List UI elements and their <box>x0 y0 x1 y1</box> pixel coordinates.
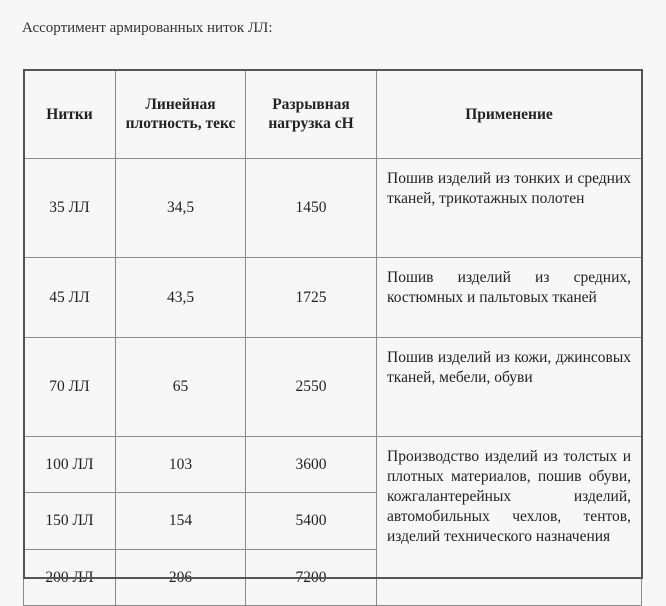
cell-load: 5400 <box>246 493 377 550</box>
cell-application: Пошив изделий из средних, костюмных и пальтовых тканей <box>377 258 642 338</box>
cell-thread: 150 ЛЛ <box>24 493 116 550</box>
cell-density: 103 <box>116 437 246 493</box>
cell-application-merged: Производство изделий из толстых и плотных материалов, пошив обуви, кожгалантерейных изделий, автомобильных чехлов, тентов, изделий технического назначения <box>377 437 642 606</box>
cell-application: Пошив изделий из тонких и средних тканей, трикотажных полотен <box>377 159 642 258</box>
cell-load: 7200 <box>246 550 377 606</box>
cell-density: 154 <box>116 493 246 550</box>
header-thread: Нитки <box>24 70 116 159</box>
table-header <box>24 70 642 159</box>
table-row <box>24 437 642 493</box>
table-row <box>24 258 642 338</box>
header-breaking-load: Разрывная нагрузка сН <box>246 70 377 159</box>
header-linear-density: Линейная плотность, текс <box>116 70 246 159</box>
threads-table <box>23 69 642 606</box>
cell-density: 43,5 <box>116 258 246 338</box>
cell-thread: 200 ЛЛ <box>24 550 116 606</box>
cell-density: 34,5 <box>116 159 246 258</box>
table-row <box>24 159 642 258</box>
header-application: Применение <box>377 70 642 159</box>
table-caption: Ассортимент армированных ниток ЛЛ: <box>22 20 273 36</box>
cell-density: 206 <box>116 550 246 606</box>
cell-thread: 100 ЛЛ <box>24 437 116 493</box>
cell-thread: 45 ЛЛ <box>24 258 116 338</box>
cell-density: 65 <box>116 338 246 437</box>
cell-application: Пошив изделий из кожи, джинсовых тканей, мебели, обуви <box>377 338 642 437</box>
cell-load: 3600 <box>246 437 377 493</box>
cell-load: 1725 <box>246 258 377 338</box>
table-row <box>24 338 642 437</box>
header-row <box>24 70 642 159</box>
cell-load: 2550 <box>246 338 377 437</box>
cell-load: 1450 <box>246 159 377 258</box>
table-body <box>24 159 642 606</box>
cell-thread: 35 ЛЛ <box>24 159 116 258</box>
cell-thread: 70 ЛЛ <box>24 338 116 437</box>
